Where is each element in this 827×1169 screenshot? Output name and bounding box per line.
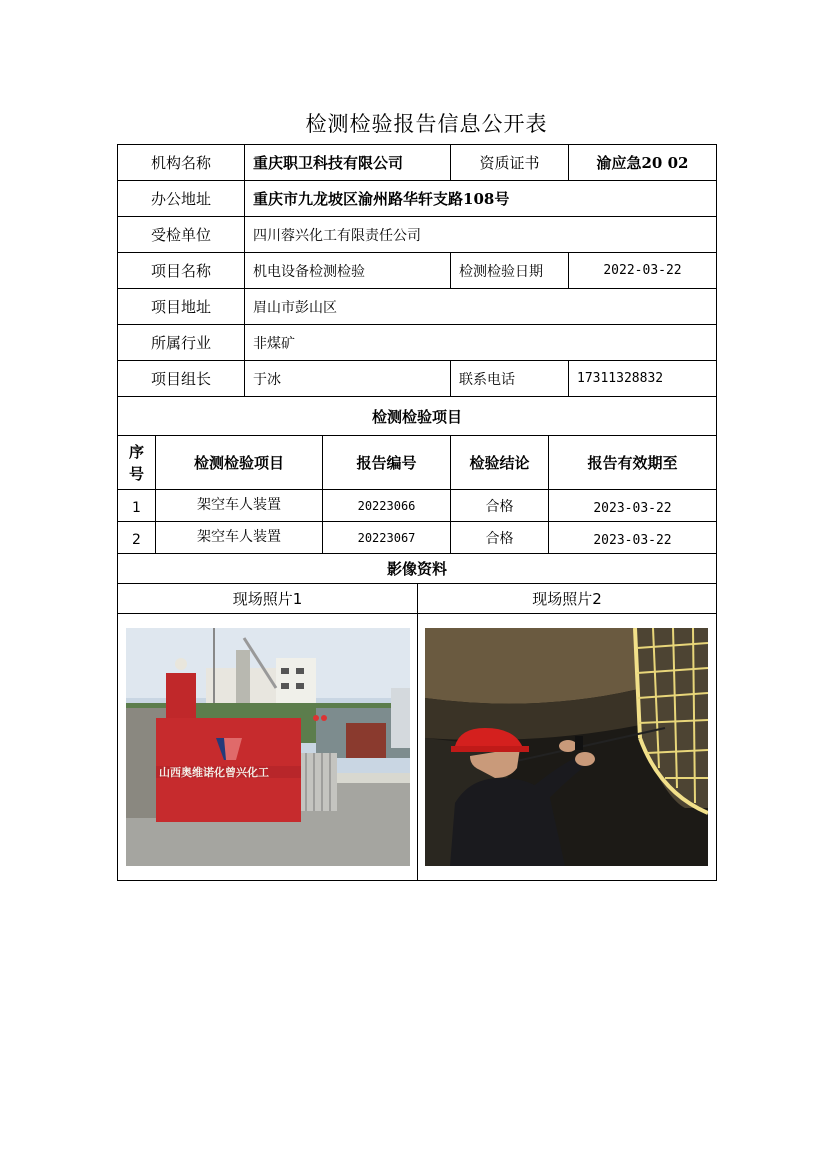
industry-label: 所属行业 [118,325,245,361]
table-row-no: 2 [118,522,156,554]
gate-sign-text: 山西奥维诺化曾兴化工 [159,766,269,779]
client-value: 四川蓉兴化工有限责任公司 [245,217,716,253]
page-title: 检测检验报告信息公开表 [305,112,548,136]
table-row-valid: 2023-03-22 [549,490,716,522]
date-value: 2022-03-22 [569,253,716,289]
header-valid: 报告有效期至 [549,436,716,490]
items-section-title: 检测检验项目 [118,397,716,436]
phone-value: 17311328832 [569,361,716,397]
site-photo-inspection [425,628,708,866]
photo2-label: 现场照片2 [418,584,716,614]
date-label: 检测检验日期 [451,253,569,289]
table-row-result: 合格 [451,490,549,522]
address-label: 办公地址 [118,181,245,217]
photo1-cell [118,614,418,880]
project-value: 机电设备检测检验 [245,253,451,289]
address-value: 重庆市九龙坡区渝州路华轩支路108号 [245,181,716,217]
header-no: 序号 [118,436,156,490]
table-row-report: 20223067 [323,522,451,554]
phone-label: 联系电话 [451,361,569,397]
leader-label: 项目组长 [118,361,245,397]
site-label: 项目地址 [118,289,245,325]
cert-value: 渝应急20 02 [569,145,716,181]
header-report: 报告编号 [323,436,451,490]
photo2-cell [418,614,716,880]
site-photo-gate [126,628,410,866]
header-result: 检验结论 [451,436,549,490]
table-row-report: 20223066 [323,490,451,522]
leader-value: 于冰 [245,361,451,397]
cert-label: 资质证书 [451,145,569,181]
table-row-item: 架空车人装置 [156,522,323,554]
report-table [117,144,717,881]
project-label: 项目名称 [118,253,245,289]
header-item: 检测检验项目 [156,436,323,490]
table-row-no: 1 [118,490,156,522]
client-label: 受检单位 [118,217,245,253]
org-name-value: 重庆职卫科技有限公司 [245,145,451,181]
org-name-label: 机构名称 [118,145,245,181]
table-row-valid: 2023-03-22 [549,522,716,554]
table-row-result: 合格 [451,522,549,554]
industry-value: 非煤矿 [245,325,716,361]
site-value: 眉山市彭山区 [245,289,716,325]
photo1-label: 现场照片1 [118,584,418,614]
table-row-item: 架空车人装置 [156,490,323,522]
photos-section-title: 影像资料 [118,554,716,584]
